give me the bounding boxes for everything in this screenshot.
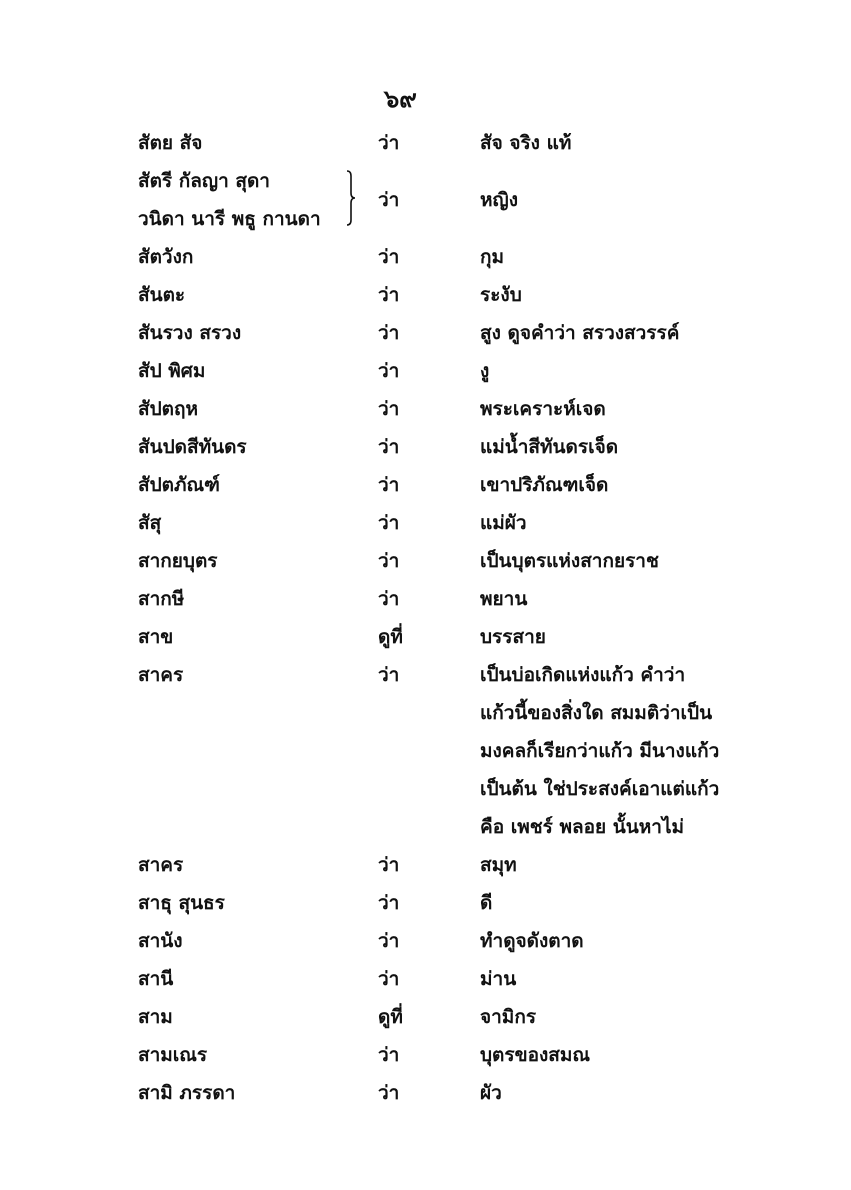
dictionary-entry — [138, 884, 818, 922]
dictionary-entry — [138, 998, 818, 1036]
entry-term: สาม — [138, 1006, 173, 1028]
entry-definition — [480, 542, 810, 580]
definition-line: สมุท — [480, 854, 517, 876]
entry-term: สัสุ — [138, 512, 162, 534]
dictionary-entry — [138, 352, 818, 390]
page-number: ๖๙ — [384, 85, 417, 113]
entry-definition — [480, 238, 810, 276]
entry-relation: ว่า — [378, 550, 400, 572]
entry-relation: ว่า — [378, 854, 400, 876]
definition-line: มงคลก็เรียกว่าแก้ว มีนางแก้ว — [480, 740, 720, 762]
definition-line: คือ เพชร์ พลอย นั้นหาไม่ — [480, 816, 685, 838]
curly-brace-icon — [346, 170, 356, 226]
entry-relation: ว่า — [378, 436, 400, 458]
dictionary-entry — [138, 314, 818, 352]
entry-relation: ดูที่ — [378, 626, 403, 648]
entry-definition — [480, 1036, 810, 1074]
definition-line: สัจ จริง แท้ — [480, 132, 572, 154]
entry-term: สากยบุตร — [138, 550, 218, 572]
entry-relation: ว่า — [378, 512, 400, 534]
entry-definition — [480, 846, 810, 884]
entry-relation: ว่า — [378, 892, 400, 914]
entry-definition — [480, 960, 810, 998]
entry-definition — [480, 124, 810, 162]
entry-relation: ว่า — [378, 1082, 400, 1104]
definition-line: จามิกร — [480, 1006, 537, 1028]
entry-definition — [480, 580, 810, 618]
entry-definition — [480, 1074, 810, 1112]
definition-line: ดี — [480, 892, 493, 914]
entry-relation: ว่า — [378, 474, 400, 496]
entry-relation: ดูที่ — [378, 1006, 403, 1028]
entry-definition — [480, 466, 810, 504]
entry-definition — [480, 998, 810, 1036]
dictionary-entry — [138, 162, 818, 238]
entry-definition — [480, 352, 810, 390]
entry-relation: ว่า — [378, 930, 400, 952]
definition-line: ระงับ — [480, 284, 522, 306]
entry-term-line: สัตรี กัลญา สุดา — [138, 170, 270, 192]
entry-term: สัตวังก — [138, 246, 194, 268]
entry-term: สามเณร — [138, 1044, 208, 1066]
entry-definition — [480, 390, 810, 428]
entry-term: สาคร — [138, 664, 184, 686]
dictionary-entry — [138, 1074, 818, 1112]
definition-line: กุม — [480, 246, 505, 268]
entry-definition — [480, 276, 810, 314]
definition-line: ผัว — [480, 1082, 502, 1104]
entry-term — [138, 162, 368, 238]
dictionary-entry — [138, 542, 818, 580]
entry-term: สันรวง สรวง — [138, 322, 242, 344]
definition-line: บุตรของสมณ — [480, 1044, 591, 1066]
definition-line: ม่าน — [480, 968, 517, 990]
dictionary-entry — [138, 276, 818, 314]
entry-definition — [480, 314, 810, 352]
definition-line: เป็นบ่อเกิดแห่งแก้ว คำว่า — [480, 664, 686, 686]
entry-term: สัตย สัจ — [138, 132, 203, 154]
definition-line: บรรสาย — [480, 626, 546, 648]
definition-line: แม่ผัว — [480, 512, 527, 534]
entry-relation: ว่า — [378, 360, 400, 382]
entry-definition — [480, 428, 810, 466]
dictionary-entry — [138, 960, 818, 998]
entry-definition — [480, 181, 810, 219]
entry-definition — [480, 922, 810, 960]
entry-relation: ว่า — [378, 588, 400, 610]
entry-relation: ว่า — [378, 132, 400, 154]
dictionary-entry — [138, 466, 818, 504]
entry-term-line: วนิดา นารี พธู กานดา — [138, 208, 321, 230]
dictionary-entry — [138, 580, 818, 618]
dictionary-entry — [138, 656, 818, 846]
dictionary-entry — [138, 504, 818, 542]
entry-term: สัป พิศม — [138, 360, 206, 382]
entry-relation: ว่า — [378, 398, 400, 420]
definition-line: สูง ดูจคำว่า สรวงสวรรค์ — [480, 322, 680, 344]
entry-definition — [480, 656, 810, 846]
definition-line: พยาน — [480, 588, 528, 610]
definition-line: พระเคราะห์เจด — [480, 398, 606, 420]
entry-definition — [480, 884, 810, 922]
entry-definition — [480, 504, 810, 542]
dictionary-entry — [138, 124, 818, 162]
entry-term: สัปตภัณฑ์ — [138, 474, 220, 496]
definition-line: งู — [480, 360, 490, 382]
entry-term: สามิ ภรรดา — [138, 1082, 236, 1104]
dictionary-entry — [138, 238, 818, 276]
entry-relation: ว่า — [378, 968, 400, 990]
definition-line: แก้วนี้ของสิ่งใด สมมติว่าเป็น — [480, 702, 713, 724]
entry-relation: ว่า — [378, 664, 400, 686]
definition-line: เป็นต้น ใช่ประสงค์เอาแต่แก้ว — [480, 778, 720, 800]
definition-line: ทำดูจดังตาด — [480, 930, 584, 952]
dictionary-entry — [138, 390, 818, 428]
dictionary-entry — [138, 1036, 818, 1074]
entry-relation: ว่า — [378, 246, 400, 268]
dictionary-entry — [138, 618, 818, 656]
entry-term: สากษี — [138, 588, 185, 610]
entry-term: สานี — [138, 968, 174, 990]
definition-line: เขาปริภัณฑเจ็ด — [480, 474, 609, 496]
definition-line: เป็นบุตรแห่งสากยราช — [480, 550, 659, 572]
entry-definition — [480, 618, 810, 656]
dictionary-entry — [138, 428, 818, 466]
entry-term: สาข — [138, 626, 174, 648]
dictionary-entries — [138, 124, 818, 1112]
definition-line: แม่น้ำสีทันดรเจ็ด — [480, 436, 619, 458]
entry-term: สัปตฤห — [138, 398, 199, 420]
entry-relation: ว่า — [378, 1044, 400, 1066]
dictionary-entry — [138, 846, 818, 884]
entry-relation: ว่า — [378, 322, 400, 344]
entry-relation: ว่า — [378, 284, 400, 306]
entry-relation: ว่า — [378, 189, 400, 211]
entry-term: สันปดสีทันดร — [138, 436, 247, 458]
entry-term: สานัง — [138, 930, 183, 952]
entry-term: สาคร — [138, 854, 184, 876]
entry-term: สันตะ — [138, 284, 186, 306]
entry-term: สาธุ สุนธร — [138, 892, 225, 914]
dictionary-entry — [138, 922, 818, 960]
definition-line: หญิง — [480, 189, 518, 211]
